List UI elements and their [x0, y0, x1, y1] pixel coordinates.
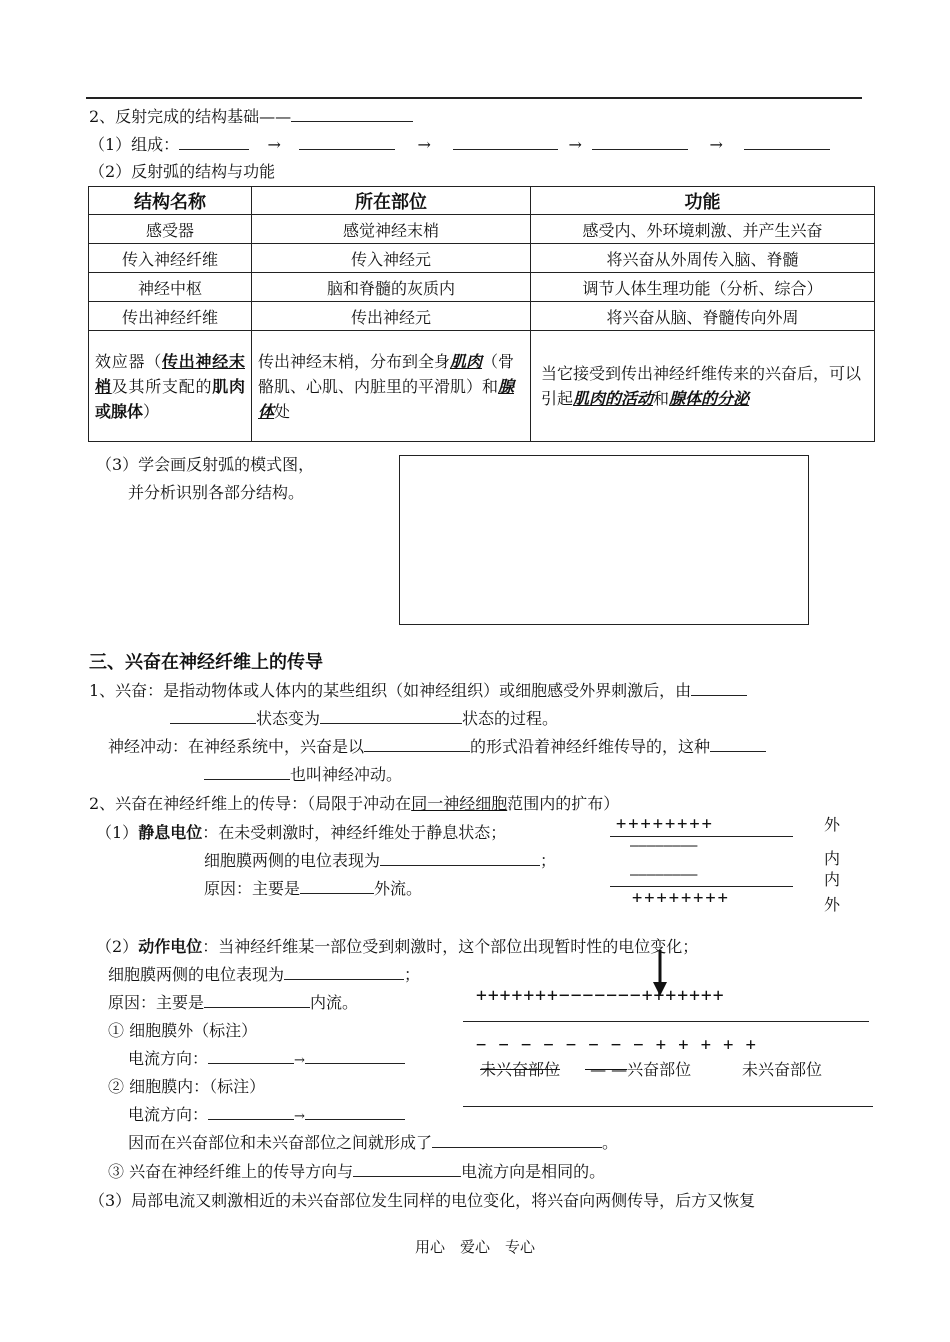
table-cell: 神经中枢: [89, 273, 252, 302]
table-row: [89, 244, 875, 273]
arrow-icon: →: [294, 1109, 305, 1124]
answer-blank[interactable]: [208, 1105, 294, 1120]
label-outside: 外: [824, 815, 841, 834]
table-cell: 将兴奋从脑、脊髓传向外周: [531, 302, 875, 331]
action-potential-cause: 原因：主要是 内流。: [108, 993, 359, 1012]
table-header: 结构名称: [89, 187, 252, 215]
excitation-definition-cont: 状态变为 状态的过程。: [170, 706, 558, 729]
nerve-impulse-definition: 神经冲动：在神经系统中，兴奋是以 的形式沿着神经纤维传导的，这种: [108, 734, 766, 757]
section3-title: 三、兴奋在神经纤维上的传导: [89, 652, 323, 673]
answer-blank[interactable]: [691, 681, 747, 696]
table-cell: 脑和脊髓的灰质内: [252, 273, 531, 302]
resting-minus-top: ————————: [630, 838, 698, 854]
arrow-icon: →: [709, 135, 723, 154]
table-cell: 将兴奋从外周传入脑、脊髓: [531, 244, 875, 273]
arrow-icon: →: [417, 135, 431, 154]
local-current-propagation: （3）局部电流又刺激相近的未兴奋部位发生同样的电位变化，将兴奋向两侧传导，后方又恢复: [89, 1191, 756, 1210]
answer-blank[interactable]: [208, 1049, 294, 1064]
label-unexcited-right: 未兴奋部位: [742, 1060, 823, 1079]
answer-blank[interactable]: [380, 851, 540, 866]
composition-line: （1）组成： → → → →: [89, 132, 830, 155]
action-bottom-charges: − − − − − − − − + + + + +: [476, 1035, 757, 1055]
resting-minus-bottom: ————————: [630, 867, 698, 883]
resting-plus-top: ++++++++: [616, 814, 714, 834]
action-potential-expression: 细胞膜两侧的电位表现为 ；: [108, 965, 421, 984]
answer-blank[interactable]: [364, 737, 470, 752]
resting-potential-cause: 原因：主要是 外流。: [204, 879, 423, 898]
effector-location-cell: 传出神经末梢，分布到全身肌肉（骨骼肌、心肌、内脏里的平滑肌）和腺体处: [252, 331, 531, 442]
answer-blank[interactable]: [299, 135, 395, 150]
inside-membrane-label: ② 细胞膜内：（标注）: [108, 1077, 266, 1096]
table-row: [89, 273, 875, 302]
arrow-icon: →: [568, 135, 582, 154]
answer-blank[interactable]: [710, 737, 766, 752]
reflex-arc-table: [88, 186, 875, 442]
page-footer: 用心 爱心 专心: [414, 1238, 535, 1256]
table-cell: 调节人体生理功能（分析、综合）: [531, 273, 875, 302]
answer-blank[interactable]: [291, 107, 413, 122]
answer-blank[interactable]: [284, 965, 404, 980]
resting-potential-line: （1）静息电位：在未受刺激时，神经纤维处于静息状态；: [96, 823, 507, 842]
answer-blank[interactable]: [432, 1133, 602, 1148]
answer-blank[interactable]: [744, 135, 830, 150]
resting-potential-expression: 细胞膜两侧的电位表现为 ；: [204, 851, 557, 870]
table-header: 所在部位: [252, 187, 531, 215]
membrane-line: [610, 886, 793, 887]
effector-name-cell: 效应器（传出神经末梢及其所支配的肌肉或腺体）: [89, 331, 252, 442]
current-direction-outside: 电流方向： →: [128, 1046, 405, 1069]
action-potential-line: （2）动作电位：当神经纤维某一部位受到刺激时，这个部位出现暂时性的电位变化；: [96, 937, 699, 956]
table-header: 功能: [531, 187, 875, 215]
conduction-heading: 2、兴奋在神经纤维上的传导：（局限于冲动在同一神经细胞范围内的扩布）: [89, 794, 620, 813]
draw-instruction-2: 并分析识别各部分结构。: [128, 483, 305, 502]
direction-statement: ③ 兴奋在神经纤维上的传导方向与 电流方向是相同的。: [108, 1162, 606, 1181]
effector-function-cell: 当它接受到传出神经纤维传来的兴奋后，可以引起肌肉的活动和腺体的分泌: [531, 331, 875, 442]
answer-blank[interactable]: [453, 135, 558, 150]
answer-blank[interactable]: [300, 879, 374, 894]
excitation-definition: 1、兴奋：是指动物体或人体内的某些组织（如神经组织）或细胞感受外界刺激后，由: [89, 678, 747, 701]
local-current-statement: 因而在兴奋部位和未兴奋部位之间就形成了 。: [128, 1133, 619, 1152]
table-row: [89, 302, 875, 331]
table-cell: 感受器: [89, 215, 252, 244]
table-header-row: [89, 187, 875, 215]
answer-blank[interactable]: [204, 765, 290, 780]
nerve-impulse-cont: 也叫神经冲动。: [204, 762, 402, 785]
answer-blank[interactable]: [592, 135, 688, 150]
table-cell: 感受内、外环境刺激、并产生兴奋: [531, 215, 875, 244]
membrane-line: [610, 836, 793, 837]
action-top-charges: +++++++−−−−−−−+++++++: [476, 985, 725, 1006]
structure-label: （2）反射弧的结构与功能: [89, 162, 276, 181]
top-rule: [86, 97, 862, 99]
table-row: [89, 215, 875, 244]
label-inside: 内: [824, 870, 841, 889]
table-cell: 感觉神经末梢: [252, 215, 531, 244]
answer-blank[interactable]: [170, 709, 256, 724]
table-cell: 传入神经元: [252, 244, 531, 273]
drawing-area[interactable]: [399, 455, 809, 625]
answer-blank[interactable]: [320, 709, 462, 724]
outside-membrane-label: ① 细胞膜外（标注）: [108, 1021, 258, 1040]
table-cell: 传出神经元: [252, 302, 531, 331]
arrow-icon: →: [294, 1053, 305, 1068]
draw-instruction-1: （3）学会画反射弧的模式图，: [96, 455, 315, 474]
answer-blank[interactable]: [305, 1105, 405, 1120]
arrow-icon: →: [267, 135, 281, 154]
answer-blank[interactable]: [204, 993, 310, 1008]
table-row-effector: [89, 331, 875, 442]
current-direction-inside: 电流方向： →: [128, 1102, 405, 1125]
label-excited: — —兴奋部位: [585, 1060, 692, 1079]
label-inside: 内: [824, 849, 841, 868]
membrane-line: [463, 1106, 873, 1107]
answer-blank[interactable]: [179, 135, 249, 150]
answer-blank[interactable]: [353, 1162, 461, 1177]
answer-blank[interactable]: [305, 1049, 405, 1064]
table-cell: 传出神经纤维: [89, 302, 252, 331]
membrane-line: [463, 1021, 869, 1022]
resting-plus-bottom: ++++++++: [632, 888, 730, 908]
section2-title: 2、反射完成的结构基础——: [89, 104, 413, 127]
table-cell: 传入神经纤维: [89, 244, 252, 273]
label-unexcited-left: 未兴奋部位: [480, 1060, 561, 1079]
label-outside: 外: [824, 895, 841, 914]
